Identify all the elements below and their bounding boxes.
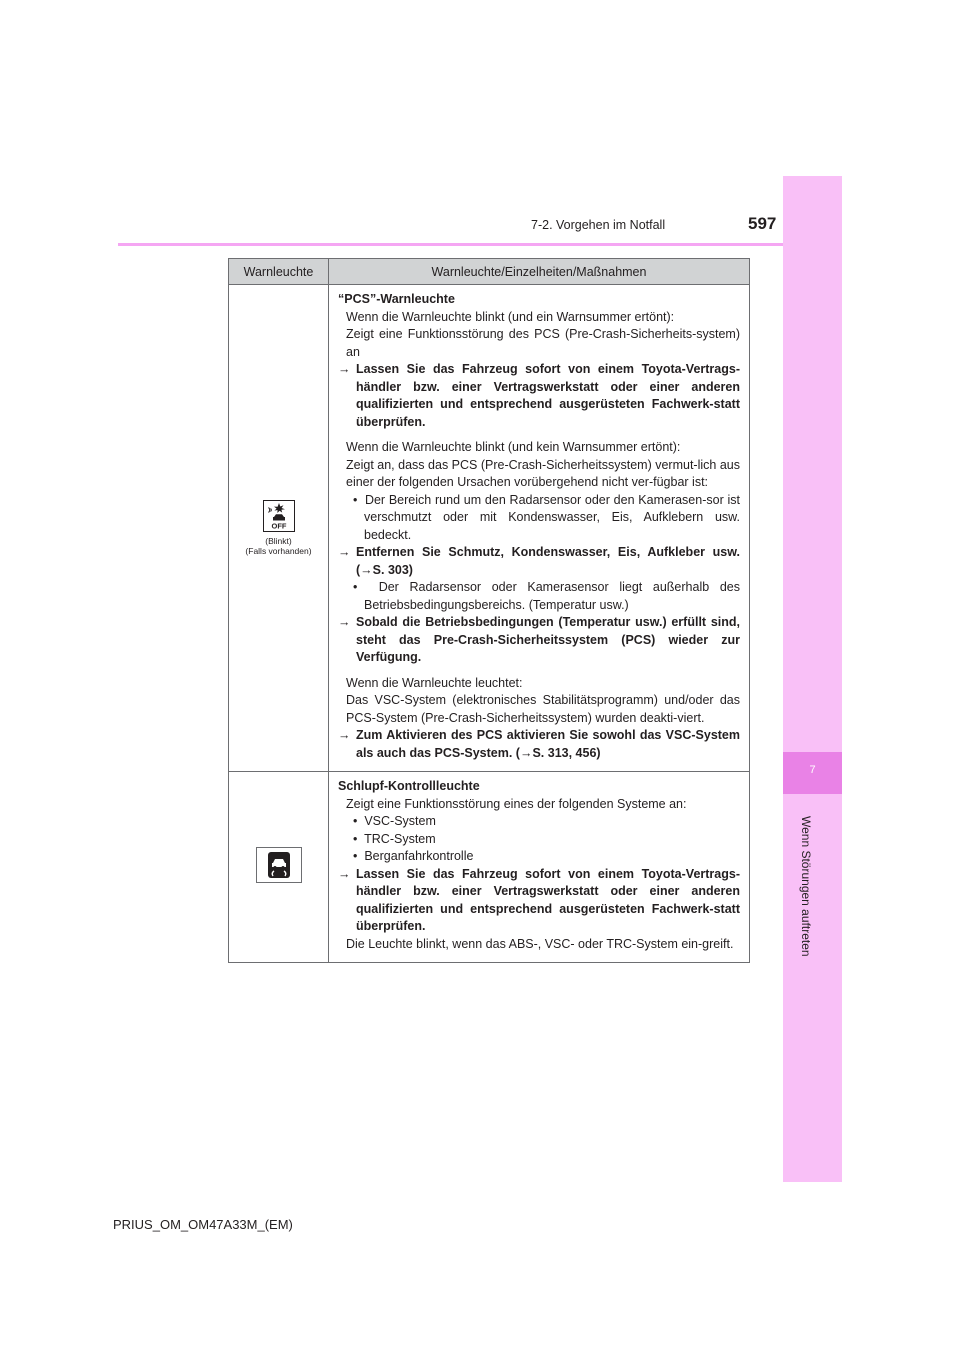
arrow-icon: → bbox=[338, 545, 351, 559]
bullet-icon: • bbox=[353, 814, 358, 828]
icon-caption-blinkt: (Blinkt) bbox=[265, 535, 292, 546]
chapter-number-tab bbox=[783, 752, 842, 794]
header-rule bbox=[118, 243, 783, 246]
action-item: → Zum Aktivieren des PCS aktivieren Sie sowohl das VSC-System als auch das PCS-System. (→S. 313, 456) bbox=[338, 728, 740, 760]
action-item: → Lassen Sie das Fahrzeug sofort von einem Toyota-Vertrags-händler bzw. einer Vertragswerkstatt oder einer anderen qualifizierten und entsprechend ausgerüsteten Fachwerk-statt überprüfen. bbox=[338, 362, 740, 429]
slip-indicator-icon bbox=[256, 847, 302, 883]
bullet-icon: • bbox=[353, 849, 358, 863]
pcs-off-icon bbox=[263, 500, 295, 532]
list-item: • VSC-System bbox=[353, 814, 436, 828]
table-row bbox=[229, 285, 750, 772]
col-header-warnleuchte: Warnleuchte bbox=[229, 259, 329, 285]
paragraph: Zeigt an, dass das PCS (Pre-Crash-Sicherheitssystem) vermut-lich aus einer der folgenden Ursachen vorübergehend nicht ver-fügbar ist: bbox=[346, 457, 740, 489]
bullet-icon: • bbox=[353, 831, 358, 846]
bullet-icon: • bbox=[353, 580, 358, 594]
section-title: 7-2. Vorgehen im Notfall bbox=[531, 218, 666, 232]
entry-title: Schlupf-Kontrollleuchte bbox=[338, 779, 480, 793]
paragraph: Zeigt eine Funktionsstörung eines der folgenden Systeme an: bbox=[346, 796, 687, 811]
icon-cell bbox=[229, 285, 329, 772]
table-row bbox=[229, 772, 750, 963]
details-cell bbox=[329, 285, 750, 772]
list-item: • Berganfahrkontrolle bbox=[353, 849, 474, 863]
col-header-details: Warnleuchte/Einzelheiten/Maßnahmen bbox=[329, 259, 750, 285]
bullet-icon: • bbox=[353, 492, 358, 507]
details-cell bbox=[329, 772, 750, 963]
paragraph: Die Leuchte blinkt, wenn das ABS-, VSC- oder TRC-System ein-greift. bbox=[346, 936, 734, 951]
list-item: • Der Radarsensor oder Kamerasensor liegt außerhalb des Betriebsbedingungsbereichs. (Temperatur usw.) bbox=[353, 580, 740, 612]
entry-title: “PCS”-Warnleuchte bbox=[338, 292, 455, 306]
page-number: 597 bbox=[748, 214, 777, 233]
arrow-icon: → bbox=[338, 728, 351, 742]
paragraph: Wenn die Warnleuchte blinkt (und ein Warnsummer ertönt): bbox=[346, 309, 675, 324]
arrow-icon: → bbox=[338, 615, 351, 629]
action-item: → Entfernen Sie Schmutz, Kondenswasser, Eis, Aufkleber usw. (→S. 303) bbox=[338, 545, 740, 577]
icon-cell bbox=[229, 772, 329, 963]
document-code: PRIUS_OM_OM47A33M_(EM) bbox=[113, 1217, 293, 1232]
svg-text:OFF: OFF bbox=[271, 521, 286, 530]
list-item: • TRC-System bbox=[353, 831, 436, 846]
action-item: → Sobald die Betriebsbedingungen (Temperatur usw.) erfüllt sind, steht das Pre-Crash-Sicherheitssystem (PCS) wieder zur Verfügung. bbox=[338, 615, 740, 664]
paragraph: Zeigt eine Funktionsstörung des PCS (Pre-Crash-Sicherheits-system) an bbox=[346, 327, 740, 359]
warning-light-table bbox=[228, 258, 750, 963]
paragraph: Wenn die Warnleuchte blinkt (und kein Warnsummer ertönt): bbox=[346, 440, 681, 454]
side-tab bbox=[783, 176, 842, 1182]
arrow-icon: → bbox=[338, 362, 351, 376]
arrow-icon: → bbox=[338, 866, 351, 881]
icon-caption-falls-vorhanden: (Falls vorhanden) bbox=[245, 546, 312, 556]
action-item: → Lassen Sie das Fahrzeug sofort von einem Toyota-Vertrags-händler bzw. einer Vertragswerkstatt oder einer anderen qualifizierten und entsprechend ausgerüsteten Fachwerk-statt überprüfen. bbox=[338, 866, 740, 933]
table-header-row bbox=[229, 259, 750, 285]
chapter-label: Wenn Störungen auftreten bbox=[799, 816, 813, 957]
chapter-number: 7 bbox=[809, 764, 816, 776]
list-item: • Der Bereich rund um den Radarsensor oder den Kamerasen-sor ist verschmutzt oder mit Kondenswasser, Eis, Aufklebern usw. bedeckt. bbox=[353, 492, 741, 542]
paragraph: Das VSC-System (elektronisches Stabilitätsprogramm) und/oder das PCS-System (Pre-Crash-Sicherheitssystem) wurden deakti-viert. bbox=[346, 693, 740, 725]
paragraph: Wenn die Warnleuchte leuchtet: bbox=[346, 675, 523, 690]
